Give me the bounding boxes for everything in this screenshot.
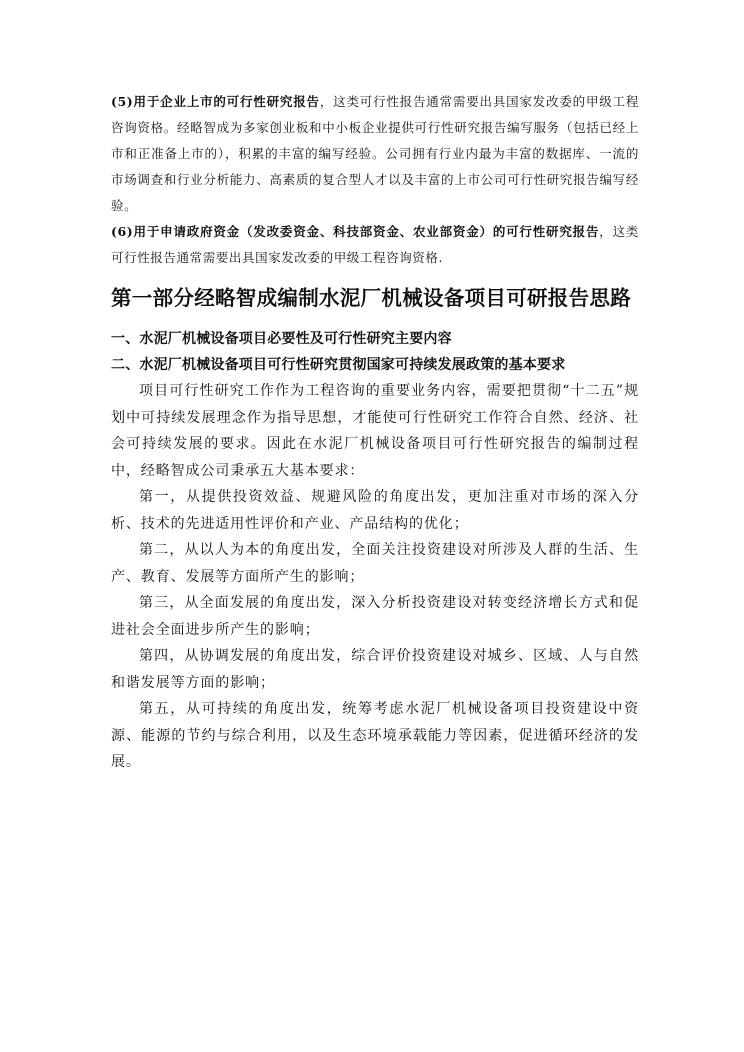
body-paragraph-first: 第一，从提供投资效益、规避风险的角度出发，更加注重对市场的深入分析、技术的先进适用性评价和产业、产品结构的优化； — [111, 489, 639, 532]
intro-item-6 — [111, 219, 639, 271]
intro-item-6-text: ，这类可行性报告通常需要出具国家发改委的甲级工程咨询资格. — [111, 224, 639, 265]
part1-title: 第一部分经略智成编制水泥厂机械设备项目可研报告思路 — [111, 286, 631, 310]
section1-heading: 一、水泥厂机械设备项目必要性及可行性研究主要内容 — [111, 331, 452, 347]
intro-item-5-paragraph — [111, 89, 639, 219]
section2-heading-block — [111, 354, 639, 376]
body-paragraph-second: 第二，从以人为本的角度出发，全面关注投资建设对所涉及人群的生活、生产、教育、发展等方面所产生的影响； — [111, 542, 639, 585]
part1-title-block — [111, 284, 639, 312]
body-paragraph-third: 第三，从全面发展的角度出发，深入分析投资建设对转变经济增长方式和促进社会全面进步所产生的影响； — [111, 595, 639, 638]
intro-item-5 — [111, 89, 639, 219]
intro-item-6-paragraph — [111, 219, 639, 271]
intro-item-5-text: ，这类可行性报告通常需要出具国家发改委的甲级工程咨询资格。经略智成为多家创业板和中小板企业提供可行性研究报告编写服务（包括已经上市和正准备上市的），积累的丰富的编写经验。公司拥有行业内最为丰富的数据库、一流的市场调查和行业分析能力、高素质的复合型人才以及丰富的上市公司可行性研究报告编写经验。 — [111, 94, 640, 213]
intro-item-5-lead: (5)用于企业上市的可行性研究报告 — [111, 94, 320, 109]
section2-heading: 二、水泥厂机械设备项目可行性研究贯彻国家可持续发展政策的基本要求 — [111, 357, 566, 373]
section2-body — [111, 378, 639, 776]
body-paragraph-fifth: 第五，从可持续的角度出发，统筹考虑水泥厂机械设备项目投资建设中资源、能源的节约与综合利用，以及生态环境承载能力等因素，促进循环经济的发展。 — [111, 701, 639, 770]
body-paragraph-fourth: 第四，从协调发展的角度出发，综合评价投资建设对城乡、区域、人与自然和谐发展等方面的影响； — [111, 648, 639, 691]
section1-heading-block — [111, 328, 639, 350]
body-paragraph-intro: 项目可行性研究工作作为工程咨询的重要业务内容，需要把贯彻“十二五”规划中可持续发展理念作为指导思想，才能使可行性研究工作符合自然、经济、社会可持续发展的要求。因此在水泥厂机械设备项目可行性研究报告的编制过程中，经略智成公司秉承五大基本要求： — [111, 383, 639, 479]
intro-item-6-lead: (6)用于申请政府资金（发改委资金、科技部资金、农业部资金）的可行性研究报告 — [111, 224, 600, 239]
